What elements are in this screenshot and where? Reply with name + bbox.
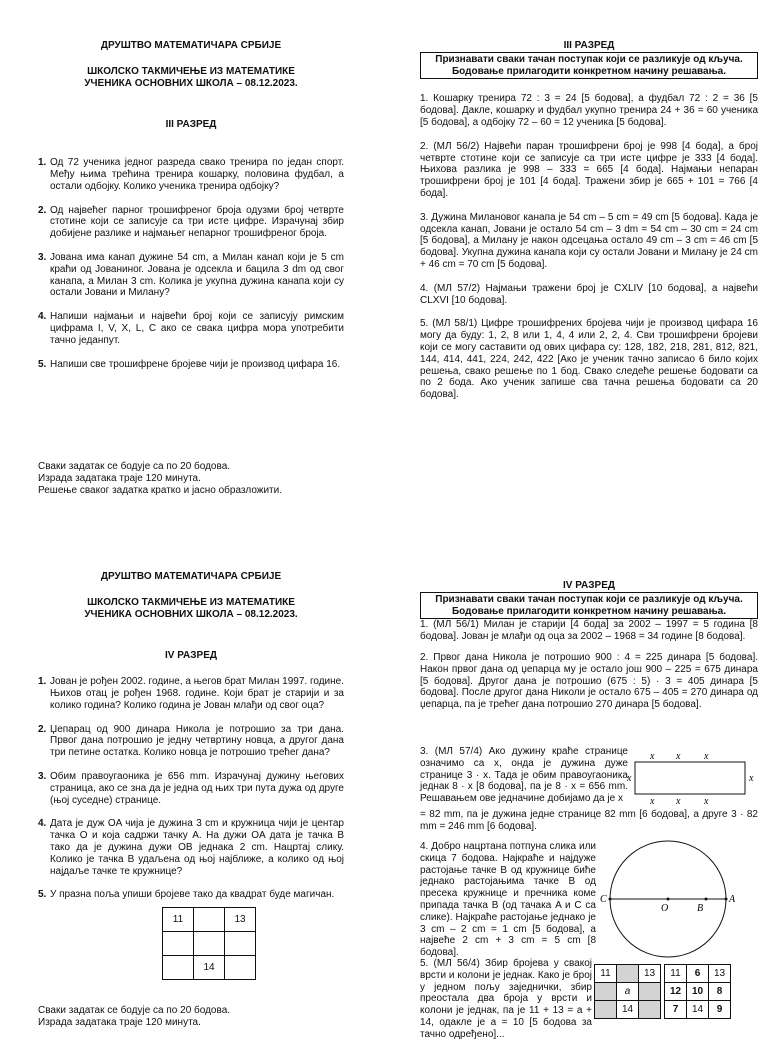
task-item: 5. У празна поља упиши бројеве тако да квадрат буде магичан. [38, 889, 335, 901]
point-c: C [600, 894, 607, 905]
footer-line: Сваки задатак се бодује са по 20 бодова. [38, 461, 231, 472]
label-x: x [676, 796, 681, 807]
grid-cell [595, 983, 617, 1001]
magic-cell[interactable]: 13 [225, 908, 256, 932]
grid-cell: 13 [709, 965, 731, 983]
task-item: 3. Јована има канап дужине 54 cm, а Милан канап који је 5 cm краћи од Јованиног. Јована је одсекла и бацила 3 dm од свог канапа, а Милан 3 cm. Колика је укупна дужина канапа који су остали Јовани и Милану? [38, 251, 344, 299]
task-list [38, 676, 344, 901]
solution-5-text: 5. (МЛ 56/4) Збир бројева у свакој врсти и колони је једнак. Како је број у једном пољу заједнички, збир преостала два броја у врсти и колони је једнак, па је 11 + 13 = a + 14, одакле је a = 10 [5 бодова за тачно одређено]... [420, 958, 592, 1040]
note-line: Признавати сваки тачан поступак који се разликује од кључа. [435, 593, 743, 605]
footer-line: Израда задатака траје 120 минута. [38, 1016, 201, 1028]
label-x: x [650, 751, 655, 762]
label-x: x [676, 751, 681, 762]
task-item: 4. Напиши најмањи и највећи број који се записују римским цифрама I, V, X, L, C ако се свака цифра мора употребити тачно једанпут. [38, 311, 344, 346]
bottom-left-footer [38, 1005, 344, 1029]
task-list [38, 157, 344, 370]
solution-4 [420, 841, 596, 959]
solution-3 [420, 746, 628, 805]
org-title: ДРУШТВО МАТЕМАТИЧАРА СРБИЈЕ [100, 40, 282, 51]
footer-line: Решење сваког задатка кратко и јасно образложити. [38, 484, 282, 496]
label-x: x [650, 796, 655, 807]
grade-heading: IV РАЗРЕД [165, 650, 217, 662]
note-line: Признавати сваки тачан поступак који се разликује од кључа. [435, 53, 743, 65]
org-title: ДРУШТВО МАТЕМАТИЧАРА СРБИЈЕ [100, 571, 282, 582]
solution-5: 5. (МЛ 58/1) Цифре трошифрених бројева чији је производ цифара 16 могу да буду: 1, 2, 8 или 1, 4, 4 или 2, 2, 4. Сви трошифрени бројеви који се могу саставити од ових цифара су: 128, 182, 218, 281, 812, 821, 144, 414, 441, 224, 242, 422 [Ако је ученик тачно записао 6 било којих решења, свако решење по 1 бод. Свако следеће решење бодовати са по 2 бода. Ако ученик запише сва тачна решења бодовати са 20 бодова]. [420, 318, 758, 401]
grid-cell: 8 [709, 983, 731, 1001]
grade-heading: III РАЗРЕД [165, 119, 217, 131]
solution-4: 4. (МЛ 57/2) Најмањи тражени број је CXLIV [10 бодова], а највећи CLXVI [10 бодова]. [420, 282, 758, 306]
grid-cell: 11 [665, 965, 687, 983]
task-item: 3. Обим правоугаоника је 656 mm. Израчунај дужину његових страница, ако се зна да је једна од њих три пута дужа од друге (њој суседне) странице. [38, 770, 344, 806]
solution-5 [420, 958, 592, 1041]
grid-partial [594, 964, 661, 1019]
rectangle-figure [626, 748, 758, 808]
grid-cell: 14 [617, 1001, 639, 1019]
grid-cell: a [617, 983, 639, 1001]
task-item: 1. Од 72 ученика једног разреда свако тренира по један спорт. Међу њима трећина тренира кошарку, половина фудбал, а остали одбојку. Колико ученика тренира одбојку? [38, 157, 344, 192]
magic-cell[interactable] [225, 956, 256, 980]
point-o: O [661, 903, 669, 914]
magic-cell[interactable] [225, 932, 256, 956]
point-a: A [729, 894, 736, 905]
competition-date: УЧЕНИКА ОСНОВНИХ ШКОЛА – 08.12.2023. [84, 77, 298, 89]
magic-cell[interactable]: 11 [163, 908, 194, 932]
magic-square [162, 907, 256, 980]
circle-figure [598, 843, 758, 959]
solution-3: 3. Дужина Милановог канапа је 54 cm – 5 cm = 49 cm [5 бодова]. Када је одсекла канап, Јовани је остало 54 cm – 3 dm = 54 cm – 30 cm = 24 cm [5 бодова], а Милану је након одсецања остало 49 cm – 3 cm = 46 cm [5 бодова]. Укупна дужина канапа који су остали Јовани и Милану је 24 cm + 46 cm = 70 cm [5 бодова]. [420, 211, 758, 270]
point-b: B [697, 903, 704, 914]
solution-4-text: 4. Добро нацртана потпуна слика или скица 7 бодова. Најкраће и најдуже растојање тачке B од кружнице биће једнако растојањима тачке B од пресека кружнице и пречника коме припада тачка B (од тачака A и C са слике). Најкраће растојање једнако је 3 cm – 2 cm = 1 cm [5 бодова], а највеће 2 cm + 3 cm = 5 cm [8 бодова]. [420, 841, 596, 959]
magic-cell[interactable] [163, 956, 194, 980]
grid-cell [595, 1001, 617, 1019]
grid-cell: 9 [709, 1001, 731, 1019]
grade-heading: IV РАЗРЕД [563, 580, 615, 591]
solution-2: 2. Првог дана Никола је потрошио 900 : 4 = 225 динара [5 бодова]. Након првог дана од џепарца му је остало још 900 – 225 = 675 динара [5 бодова]. Другог дана је потрошио (675 : 5) · 3 = 405 динара [5 бодова]. После другог дана Николи је остало 675 – 405 = 270 динара од џепарца, па је трећег дана потрошио 270 динара [5 бодова]. [420, 651, 758, 711]
task-item: 1. Јован је рођен 2002. године, а његов брат Милан 1997. године. Њихов отац је рођен 1968. године. Који брат је старији и за колико година? Колико година је Јован млађи од свог оца? [38, 676, 344, 711]
bottom-right-solutions [420, 580, 758, 711]
label-x: x [704, 751, 709, 762]
competition-date: УЧЕНИКА ОСНОВНИХ ШКОЛА – 08.12.2023. [84, 608, 298, 620]
grid-cell [639, 983, 661, 1001]
solution-3-cont [420, 809, 758, 833]
footer-line: Сваки задатак се бодује са по 20 бодова. [38, 1005, 231, 1016]
grid-cell: 6 [687, 965, 709, 983]
grid-cell: 7 [665, 1001, 687, 1019]
task-item: 2. Од највећег парног трошифреног броја одузми број четврте стотине који се записује са три исте цифре. Израчунај збир добијене разлике и најмањег непарног трошифреног броја. [38, 204, 344, 240]
magic-cell[interactable] [194, 932, 225, 956]
magic-cell[interactable]: 14 [194, 956, 225, 980]
solution-3-text-cont: = 82 mm, па је дужина једне странице 82 mm [6 бодова], а друге 3 · 82 mm = 246 mm [6 бодова]. [420, 809, 758, 832]
task-item: 4. Дата је дуж OA чија је дужина 3 cm и кружница чији је центар тачка O и која садржи тачку A. На дужи OA дата је тачка B тако да је дужина дужи OB једнака 2 cm. Нацртај слику. Колико је тачка B удаљена од њој најближе, а колико од њој најдаље тачке те кружнице? [38, 818, 344, 877]
magic-cell[interactable] [163, 932, 194, 956]
magic-cell[interactable] [194, 908, 225, 932]
solution-3-text: 3. (МЛ 57/4) Ако дужину краће странице означимо са x, онда је дужина дуже странице 3 · x. Тада је обим правоугаоника једнак 8 · x [8 бодова], па је 8 · x = 656 mm. Решавањем ове једначине добијамо да је x [420, 746, 628, 805]
grid-cell [639, 1001, 661, 1019]
grid-complete [664, 964, 731, 1019]
competition-title: ШКОЛСКО ТАКМИЧЕЊЕ ИЗ МАТЕМАТИКЕ [87, 596, 295, 608]
grading-note [420, 592, 758, 620]
solution-2: 2. (МЛ 56/2) Највећи паран трошифрени број је 998 [4 бода], а број четврте стотине који се записује са три исте цифре је 333 [4 бода]. Њихова разлика је 998 – 333 = 665 [4 бода]. Најмањи непаран трошифрени број је 101 [4 бода]. Тражени збир је 665 + 101 = 766 [4 бода]. [420, 140, 758, 199]
top-left-page [38, 40, 344, 370]
task-item: 5. Напиши све трошифрене бројеве чији је производ цифара 16. [38, 358, 341, 370]
grid-cell: 13 [639, 965, 661, 983]
solution-1: 1. (МЛ 56/1) Милан је старији [4 бода] за 2002 – 1997 = 5 година [8 бодова]. Јован је млађи од оца за 2002 – 1968 = 34 године [8 бодова]. [420, 619, 758, 643]
label-x: x [704, 796, 709, 807]
solution-1: 1. Кошарку тренира 72 : 3 = 24 [5 бодова], а фудбал 72 : 2 = 36 [5 бодова]. Дакле, кошарку и фудбал укупно тренира 24 + 36 = 60 ученика [5 бодова], а одбојку 72 – 60 = 12 ученика [5 бодова]. [420, 93, 758, 128]
grid-cell: 10 [687, 983, 709, 1001]
competition-title: ШКОЛСКО ТАКМИЧЕЊЕ ИЗ МАТЕМАТИКЕ [87, 65, 295, 77]
grading-note [420, 52, 758, 80]
note-line: Бодовање прилагодити конкретном начину решавања. [451, 605, 727, 617]
label-x: x [749, 773, 754, 784]
grid-cell [617, 965, 639, 983]
footer-line: Израда задатака траје 120 минута. [38, 472, 201, 484]
grade-heading: III РАЗРЕД [563, 40, 615, 51]
bottom-left-page [38, 571, 344, 980]
grid-cell: 11 [595, 965, 617, 983]
label-x: x [627, 773, 632, 784]
grid-cell: 14 [687, 1001, 709, 1019]
top-right-solutions [420, 40, 758, 401]
task-item: 2. Џепарац од 900 динара Никола је потрошио за три дана. Првог дана потрошио је једну четвртину новца, а другог дана три петине остатка. Колико новца је потрошио трећег дана? [38, 723, 344, 759]
top-left-footer [38, 461, 344, 496]
note-line: Бодовање прилагодити конкретном начину решавања. [451, 65, 727, 77]
grid-cell: 12 [665, 983, 687, 1001]
